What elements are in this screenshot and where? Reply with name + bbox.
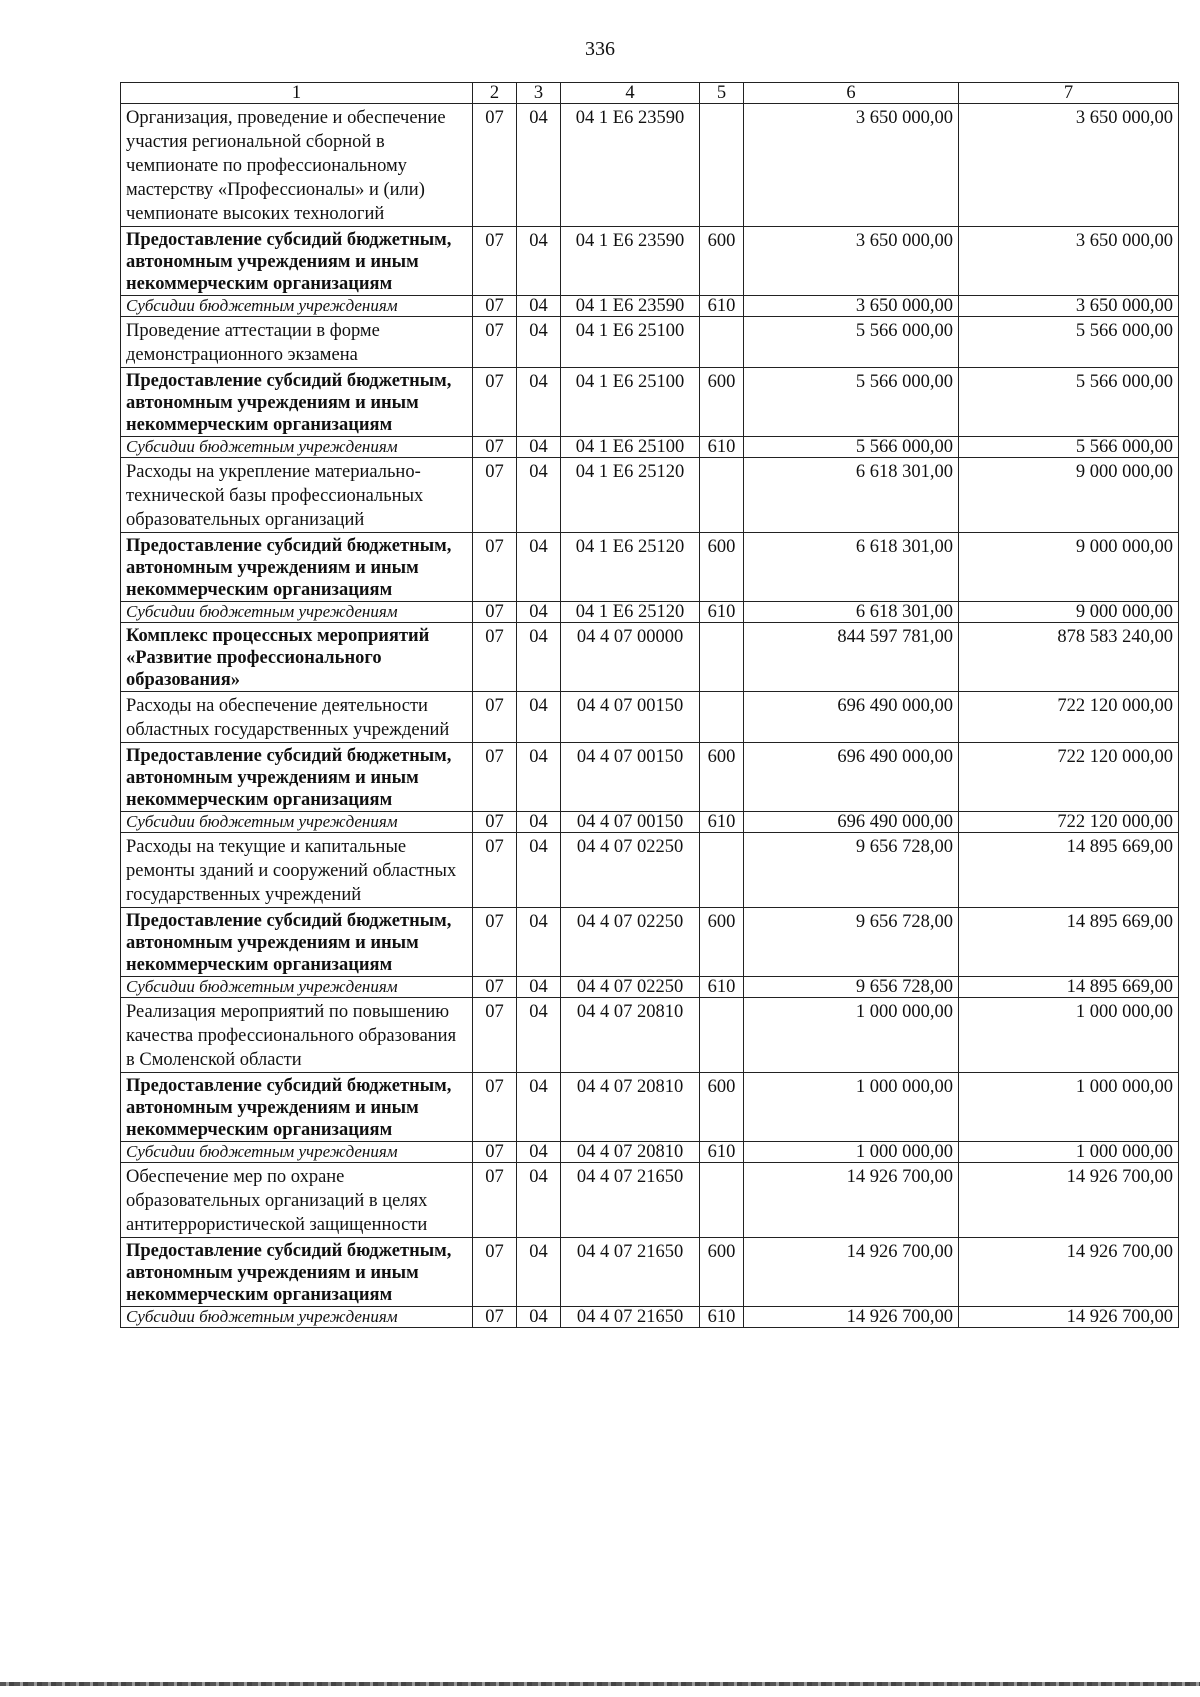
amount-year-2-cell: 722 120 000,00: [959, 692, 1179, 743]
page-number: 336: [585, 38, 615, 60]
budget-table: [120, 82, 1179, 1328]
column-header: 7: [959, 83, 1179, 104]
subsection-code-cell: 04: [517, 533, 561, 602]
section-code-cell: 07: [473, 998, 517, 1073]
expense-type-cell: 610: [700, 812, 744, 833]
section-code-cell: 07: [473, 1073, 517, 1142]
column-header: 6: [744, 83, 959, 104]
amount-year-2-cell: 1 000 000,00: [959, 998, 1179, 1073]
table-row: [121, 368, 1179, 437]
subsection-code-cell: 04: [517, 1307, 561, 1328]
target-article-cell: 04 1 Е6 23590: [561, 104, 700, 227]
row-name-cell: Проведение аттестации в форме демонстрационного экзамена: [121, 317, 473, 368]
subsection-code-cell: 04: [517, 833, 561, 908]
row-name-cell: Субсидии бюджетным учреждениям: [121, 977, 473, 998]
amount-year-2-cell: 9 000 000,00: [959, 533, 1179, 602]
amount-year-1-cell: 696 490 000,00: [744, 812, 959, 833]
subsection-code-cell: 04: [517, 1238, 561, 1307]
amount-year-2-cell: 1 000 000,00: [959, 1073, 1179, 1142]
expense-type-cell: 600: [700, 1073, 744, 1142]
amount-year-2-cell: 14 895 669,00: [959, 908, 1179, 977]
section-code-cell: 07: [473, 533, 517, 602]
row-name-cell: Предоставление субсидий бюджетным, автономным учреждениям и иным некоммерческим организациям: [121, 1238, 473, 1307]
row-name-cell: Предоставление субсидий бюджетным, автономным учреждениям и иным некоммерческим организациям: [121, 908, 473, 977]
amount-year-2-cell: 1 000 000,00: [959, 1142, 1179, 1163]
amount-year-1-cell: 9 656 728,00: [744, 977, 959, 998]
table-row: [121, 1142, 1179, 1163]
section-code-cell: 07: [473, 317, 517, 368]
target-article-cell: 04 4 07 21650: [561, 1238, 700, 1307]
table-row: [121, 296, 1179, 317]
target-article-cell: 04 1 Е6 23590: [561, 227, 700, 296]
subsection-code-cell: 04: [517, 908, 561, 977]
row-name-cell: Расходы на обеспечение деятельности областных государственных учреждений: [121, 692, 473, 743]
expense-type-cell: 600: [700, 227, 744, 296]
row-name-cell: Субсидии бюджетным учреждениям: [121, 1142, 473, 1163]
subsection-code-cell: 04: [517, 296, 561, 317]
target-article-cell: 04 4 07 00000: [561, 623, 700, 692]
table-row: [121, 1238, 1179, 1307]
row-name-cell: Предоставление субсидий бюджетным, автономным учреждениям и иным некоммерческим организациям: [121, 368, 473, 437]
expense-type-cell: [700, 317, 744, 368]
section-code-cell: 07: [473, 743, 517, 812]
amount-year-2-cell: 14 895 669,00: [959, 833, 1179, 908]
table-row: [121, 833, 1179, 908]
amount-year-1-cell: 9 656 728,00: [744, 908, 959, 977]
subsection-code-cell: 04: [517, 458, 561, 533]
section-code-cell: 07: [473, 1238, 517, 1307]
table-row: [121, 692, 1179, 743]
expense-type-cell: 610: [700, 296, 744, 317]
table-row: [121, 743, 1179, 812]
amount-year-1-cell: 1 000 000,00: [744, 1073, 959, 1142]
subsection-code-cell: 04: [517, 692, 561, 743]
amount-year-2-cell: 14 926 700,00: [959, 1163, 1179, 1238]
amount-year-2-cell: 3 650 000,00: [959, 296, 1179, 317]
section-code-cell: 07: [473, 833, 517, 908]
row-name-cell: Обеспечение мер по охране образовательных организаций в целях антитеррористической защищенности: [121, 1163, 473, 1238]
target-article-cell: 04 4 07 00150: [561, 812, 700, 833]
scan-edge-rule: [0, 1682, 1200, 1686]
expense-type-cell: 600: [700, 368, 744, 437]
subsection-code-cell: 04: [517, 317, 561, 368]
target-article-cell: 04 1 Е6 25120: [561, 533, 700, 602]
section-code-cell: 07: [473, 104, 517, 227]
target-article-cell: 04 4 07 21650: [561, 1307, 700, 1328]
subsection-code-cell: 04: [517, 437, 561, 458]
expense-type-cell: [700, 104, 744, 227]
table-row: [121, 437, 1179, 458]
row-name-cell: Предоставление субсидий бюджетным, автономным учреждениям и иным некоммерческим организациям: [121, 1073, 473, 1142]
amount-year-2-cell: 722 120 000,00: [959, 812, 1179, 833]
expense-type-cell: 610: [700, 977, 744, 998]
table-row: [121, 1163, 1179, 1238]
expense-type-cell: 600: [700, 533, 744, 602]
target-article-cell: 04 1 Е6 25100: [561, 437, 700, 458]
table-row: [121, 533, 1179, 602]
amount-year-2-cell: 722 120 000,00: [959, 743, 1179, 812]
column-header: 1: [121, 83, 473, 104]
table-row: [121, 908, 1179, 977]
column-header: 2: [473, 83, 517, 104]
amount-year-1-cell: 3 650 000,00: [744, 296, 959, 317]
subsection-code-cell: 04: [517, 812, 561, 833]
expense-type-cell: 600: [700, 1238, 744, 1307]
target-article-cell: 04 1 Е6 25100: [561, 368, 700, 437]
table-row: [121, 812, 1179, 833]
target-article-cell: 04 1 Е6 25120: [561, 458, 700, 533]
row-name-cell: Субсидии бюджетным учреждениям: [121, 812, 473, 833]
row-name-cell: Субсидии бюджетным учреждениям: [121, 437, 473, 458]
amount-year-2-cell: 5 566 000,00: [959, 317, 1179, 368]
table-row: [121, 104, 1179, 227]
expense-type-cell: 610: [700, 1307, 744, 1328]
section-code-cell: 07: [473, 908, 517, 977]
row-name-cell: Расходы на укрепление материально-технической базы профессиональных образовательных организаций: [121, 458, 473, 533]
amount-year-2-cell: 14 895 669,00: [959, 977, 1179, 998]
subsection-code-cell: 04: [517, 623, 561, 692]
table-row: [121, 602, 1179, 623]
section-code-cell: 07: [473, 1142, 517, 1163]
amount-year-2-cell: 5 566 000,00: [959, 368, 1179, 437]
subsection-code-cell: 04: [517, 602, 561, 623]
expense-type-cell: 610: [700, 437, 744, 458]
subsection-code-cell: 04: [517, 104, 561, 227]
amount-year-1-cell: 1 000 000,00: [744, 998, 959, 1073]
amount-year-1-cell: 6 618 301,00: [744, 458, 959, 533]
amount-year-1-cell: 3 650 000,00: [744, 104, 959, 227]
subsection-code-cell: 04: [517, 743, 561, 812]
amount-year-1-cell: 1 000 000,00: [744, 1142, 959, 1163]
section-code-cell: 07: [473, 692, 517, 743]
row-name-cell: Предоставление субсидий бюджетным, автономным учреждениям и иным некоммерческим организациям: [121, 743, 473, 812]
column-header: 4: [561, 83, 700, 104]
target-article-cell: 04 4 07 20810: [561, 998, 700, 1073]
target-article-cell: 04 4 07 21650: [561, 1163, 700, 1238]
expense-type-cell: [700, 833, 744, 908]
section-code-cell: 07: [473, 977, 517, 998]
expense-type-cell: [700, 623, 744, 692]
subsection-code-cell: 04: [517, 368, 561, 437]
expense-type-cell: 610: [700, 1142, 744, 1163]
column-header: 3: [517, 83, 561, 104]
table-row: [121, 1307, 1179, 1328]
table-row: [121, 977, 1179, 998]
row-name-cell: Субсидии бюджетным учреждениям: [121, 1307, 473, 1328]
amount-year-2-cell: 878 583 240,00: [959, 623, 1179, 692]
amount-year-1-cell: 696 490 000,00: [744, 743, 959, 812]
expense-type-cell: [700, 458, 744, 533]
amount-year-1-cell: 14 926 700,00: [744, 1163, 959, 1238]
subsection-code-cell: 04: [517, 998, 561, 1073]
amount-year-2-cell: 9 000 000,00: [959, 602, 1179, 623]
target-article-cell: 04 4 07 00150: [561, 743, 700, 812]
amount-year-1-cell: 6 618 301,00: [744, 533, 959, 602]
amount-year-1-cell: 696 490 000,00: [744, 692, 959, 743]
table-header-row: [121, 83, 1179, 104]
section-code-cell: 07: [473, 1307, 517, 1328]
row-name-cell: Организация, проведение и обеспечение участия региональной сборной в чемпионате по профессиональному мастерству «Профессионалы» и (или) чемпионате высоких технологий: [121, 104, 473, 227]
expense-type-cell: 600: [700, 743, 744, 812]
target-article-cell: 04 4 07 00150: [561, 692, 700, 743]
subsection-code-cell: 04: [517, 1163, 561, 1238]
section-code-cell: 07: [473, 1163, 517, 1238]
amount-year-2-cell: 9 000 000,00: [959, 458, 1179, 533]
expense-type-cell: 610: [700, 602, 744, 623]
section-code-cell: 07: [473, 458, 517, 533]
table-row: [121, 317, 1179, 368]
row-name-cell: Субсидии бюджетным учреждениям: [121, 602, 473, 623]
expense-type-cell: 600: [700, 908, 744, 977]
amount-year-1-cell: 844 597 781,00: [744, 623, 959, 692]
amount-year-1-cell: 14 926 700,00: [744, 1238, 959, 1307]
row-name-cell: Реализация мероприятий по повышению качества профессионального образования в Смоленской области: [121, 998, 473, 1073]
section-code-cell: 07: [473, 227, 517, 296]
amount-year-1-cell: 14 926 700,00: [744, 1307, 959, 1328]
target-article-cell: 04 4 07 02250: [561, 833, 700, 908]
amount-year-1-cell: 9 656 728,00: [744, 833, 959, 908]
row-name-cell: Предоставление субсидий бюджетным, автономным учреждениям и иным некоммерческим организациям: [121, 533, 473, 602]
amount-year-2-cell: 14 926 700,00: [959, 1307, 1179, 1328]
subsection-code-cell: 04: [517, 977, 561, 998]
table-row: [121, 623, 1179, 692]
row-name-cell: Комплекс процессных мероприятий «Развитие профессионального образования»: [121, 623, 473, 692]
expense-type-cell: [700, 1163, 744, 1238]
section-code-cell: 07: [473, 812, 517, 833]
expense-type-cell: [700, 998, 744, 1073]
amount-year-2-cell: 3 650 000,00: [959, 104, 1179, 227]
amount-year-2-cell: 3 650 000,00: [959, 227, 1179, 296]
target-article-cell: 04 1 Е6 23590: [561, 296, 700, 317]
section-code-cell: 07: [473, 368, 517, 437]
table-body: [121, 104, 1179, 1328]
row-name-cell: Расходы на текущие и капитальные ремонты зданий и сооружений областных государственных учреждений: [121, 833, 473, 908]
amount-year-2-cell: 14 926 700,00: [959, 1238, 1179, 1307]
subsection-code-cell: 04: [517, 227, 561, 296]
amount-year-2-cell: 5 566 000,00: [959, 437, 1179, 458]
expense-type-cell: [700, 692, 744, 743]
target-article-cell: 04 4 07 02250: [561, 908, 700, 977]
section-code-cell: 07: [473, 623, 517, 692]
subsection-code-cell: 04: [517, 1073, 561, 1142]
target-article-cell: 04 4 07 20810: [561, 1073, 700, 1142]
target-article-cell: 04 1 Е6 25100: [561, 317, 700, 368]
table-row: [121, 998, 1179, 1073]
subsection-code-cell: 04: [517, 1142, 561, 1163]
row-name-cell: Предоставление субсидий бюджетным, автономным учреждениям и иным некоммерческим организациям: [121, 227, 473, 296]
amount-year-1-cell: 6 618 301,00: [744, 602, 959, 623]
amount-year-1-cell: 3 650 000,00: [744, 227, 959, 296]
table-row: [121, 1073, 1179, 1142]
amount-year-1-cell: 5 566 000,00: [744, 368, 959, 437]
section-code-cell: 07: [473, 437, 517, 458]
table-row: [121, 458, 1179, 533]
amount-year-1-cell: 5 566 000,00: [744, 317, 959, 368]
amount-year-1-cell: 5 566 000,00: [744, 437, 959, 458]
target-article-cell: 04 4 07 20810: [561, 1142, 700, 1163]
target-article-cell: 04 4 07 02250: [561, 977, 700, 998]
section-code-cell: 07: [473, 296, 517, 317]
table-row: [121, 227, 1179, 296]
row-name-cell: Субсидии бюджетным учреждениям: [121, 296, 473, 317]
section-code-cell: 07: [473, 602, 517, 623]
column-header: 5: [700, 83, 744, 104]
target-article-cell: 04 1 Е6 25120: [561, 602, 700, 623]
